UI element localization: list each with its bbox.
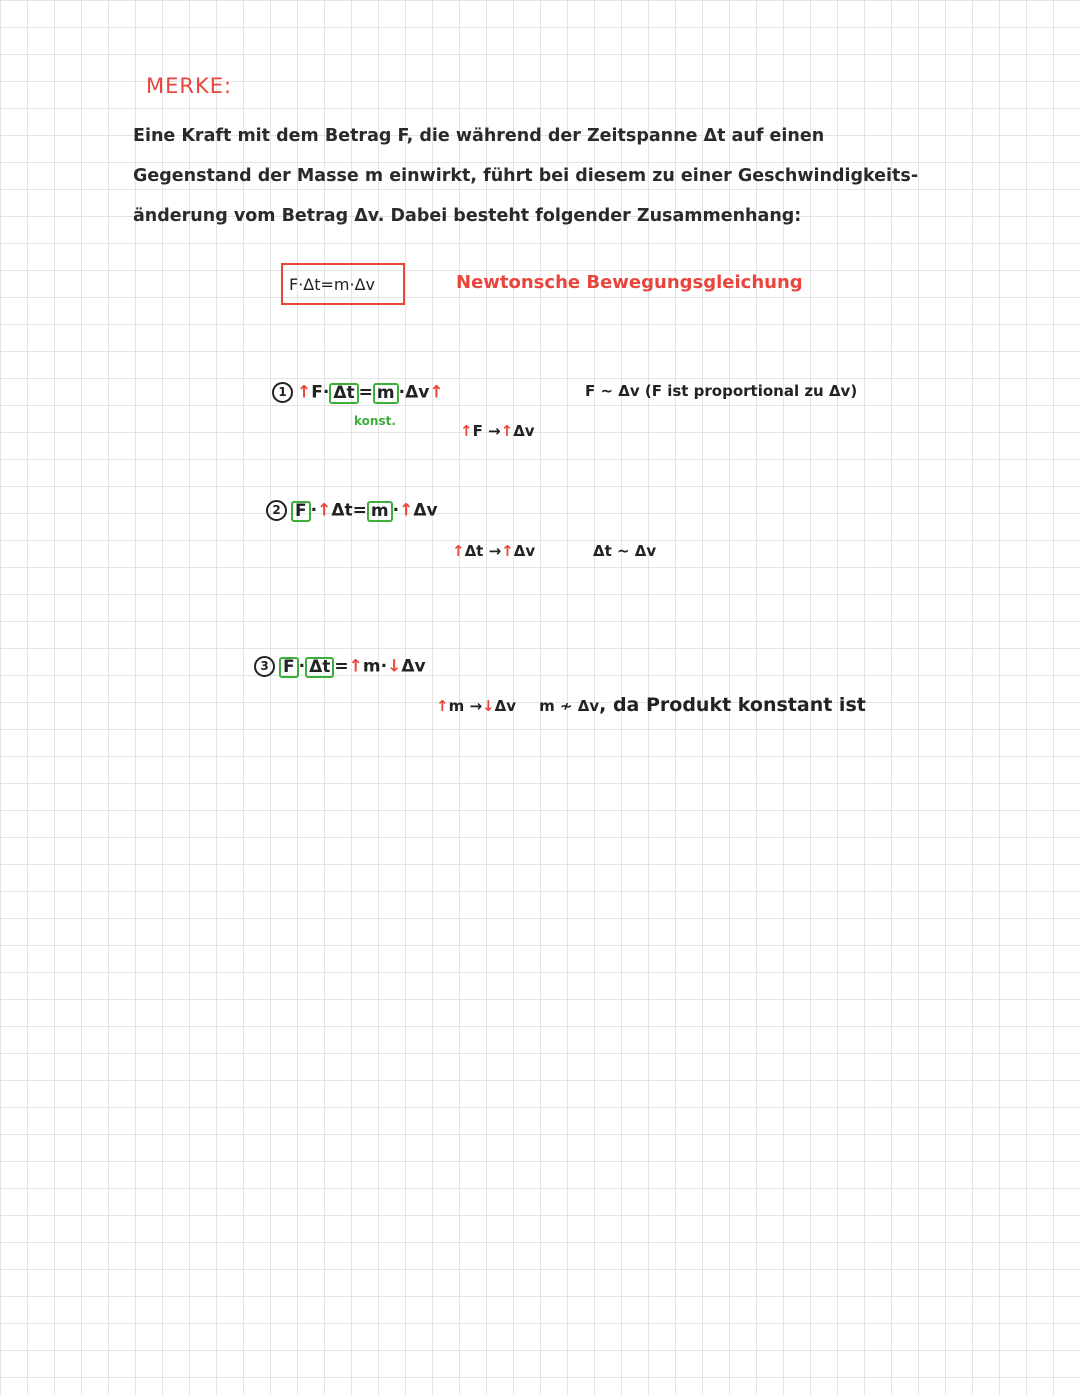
case1-effect-arrow: → <box>482 422 501 440</box>
case3-equation <box>254 656 426 678</box>
case2-dot-2: · <box>392 500 400 521</box>
case3-effect-m: m <box>448 697 465 715</box>
case1-dt-box: Δt <box>329 383 358 404</box>
main-formula: F·Δt=m·Δv <box>289 274 375 294</box>
case1-effect-up-arrow-2: ↑ <box>500 422 514 440</box>
case3-dot-2: · <box>380 656 388 677</box>
intro-line-2: Gegenstand der Masse m einwirkt, führt bei diesem zu einer Geschwindigkeits- <box>133 166 919 186</box>
case2-effect-dt: Δt <box>464 542 484 560</box>
case3-f-box: F <box>279 657 299 678</box>
case2-eq: = <box>352 500 367 521</box>
case3-dv-down-arrow: ↓ <box>387 656 402 677</box>
case2-m-box: m <box>367 501 393 522</box>
case3-number: 3 <box>254 656 275 677</box>
case3-reason: , da Produkt konstant ist <box>599 694 866 716</box>
case2-number: 2 <box>266 500 287 521</box>
case2-dot: · <box>310 500 318 521</box>
case1-f: F <box>311 382 323 403</box>
merke-heading: MERKE: <box>146 74 233 98</box>
case2-f-box: F <box>291 501 311 522</box>
case2-proportionality: Δt ~ Δv <box>593 542 657 560</box>
case3-dot: · <box>298 656 306 677</box>
case3-effect-dv: Δv <box>494 697 516 715</box>
case3-eq: = <box>334 656 349 677</box>
case1-eq: = <box>358 382 373 403</box>
case3-dt-box: Δt <box>305 657 334 678</box>
case2-dt-up-arrow: ↑ <box>317 500 332 521</box>
case1-equation <box>272 382 444 404</box>
case2-dt: Δt <box>331 500 353 521</box>
case3-m: m <box>362 656 381 677</box>
case2-effect-arrow: → <box>483 542 502 560</box>
intro-line-3: änderung vom Betrag Δv. Dabei besteht folgender Zusammenhang: <box>133 206 802 226</box>
case2-effect-up-arrow-1: ↑ <box>452 542 465 560</box>
case3-effect-row <box>436 694 866 716</box>
case3-proportionality: m ≁ Δv <box>539 697 600 715</box>
case3-dv: Δv <box>401 656 426 677</box>
case3-effect-arrow: → <box>464 697 483 715</box>
main-formula-box <box>281 263 405 305</box>
case2-equation <box>266 500 438 522</box>
case2-dv: Δv <box>413 500 438 521</box>
case1-proportionality: F ~ Δv (F ist proportional zu Δv) <box>585 382 858 400</box>
case1-dot: · <box>322 382 330 403</box>
intro-line-1: Eine Kraft mit dem Betrag F, die während der Zeitspanne Δt auf einen <box>133 126 825 146</box>
case3-m-up-arrow: ↑ <box>348 656 363 677</box>
intro-text <box>133 116 918 236</box>
case2-effect-up-arrow-2: ↑ <box>501 542 514 560</box>
case1-effect-dv: Δv <box>513 422 535 440</box>
case2-effect <box>452 542 535 560</box>
case1-effect-f: F <box>472 422 483 440</box>
case1-dv: ·Δv <box>398 382 430 403</box>
case1-number: 1 <box>272 382 293 403</box>
case2-effect-dv: Δv <box>513 542 536 560</box>
case1-f-up-arrow: ↑ <box>297 382 312 403</box>
case1-konst-label: konst. <box>354 414 396 428</box>
case3-effect-up-arrow: ↑ <box>436 697 449 715</box>
case1-effect <box>460 422 535 440</box>
case1-effect-up-arrow-1: ↑ <box>460 422 473 440</box>
law-name: Newtonsche Bewegungsgleichung <box>456 272 803 293</box>
case1-dv-up-arrow: ↑ <box>429 382 444 403</box>
case3-effect-down-arrow: ↓ <box>482 697 495 715</box>
case1-m-box: m <box>373 383 399 404</box>
case2-dv-up-arrow: ↑ <box>399 500 414 521</box>
